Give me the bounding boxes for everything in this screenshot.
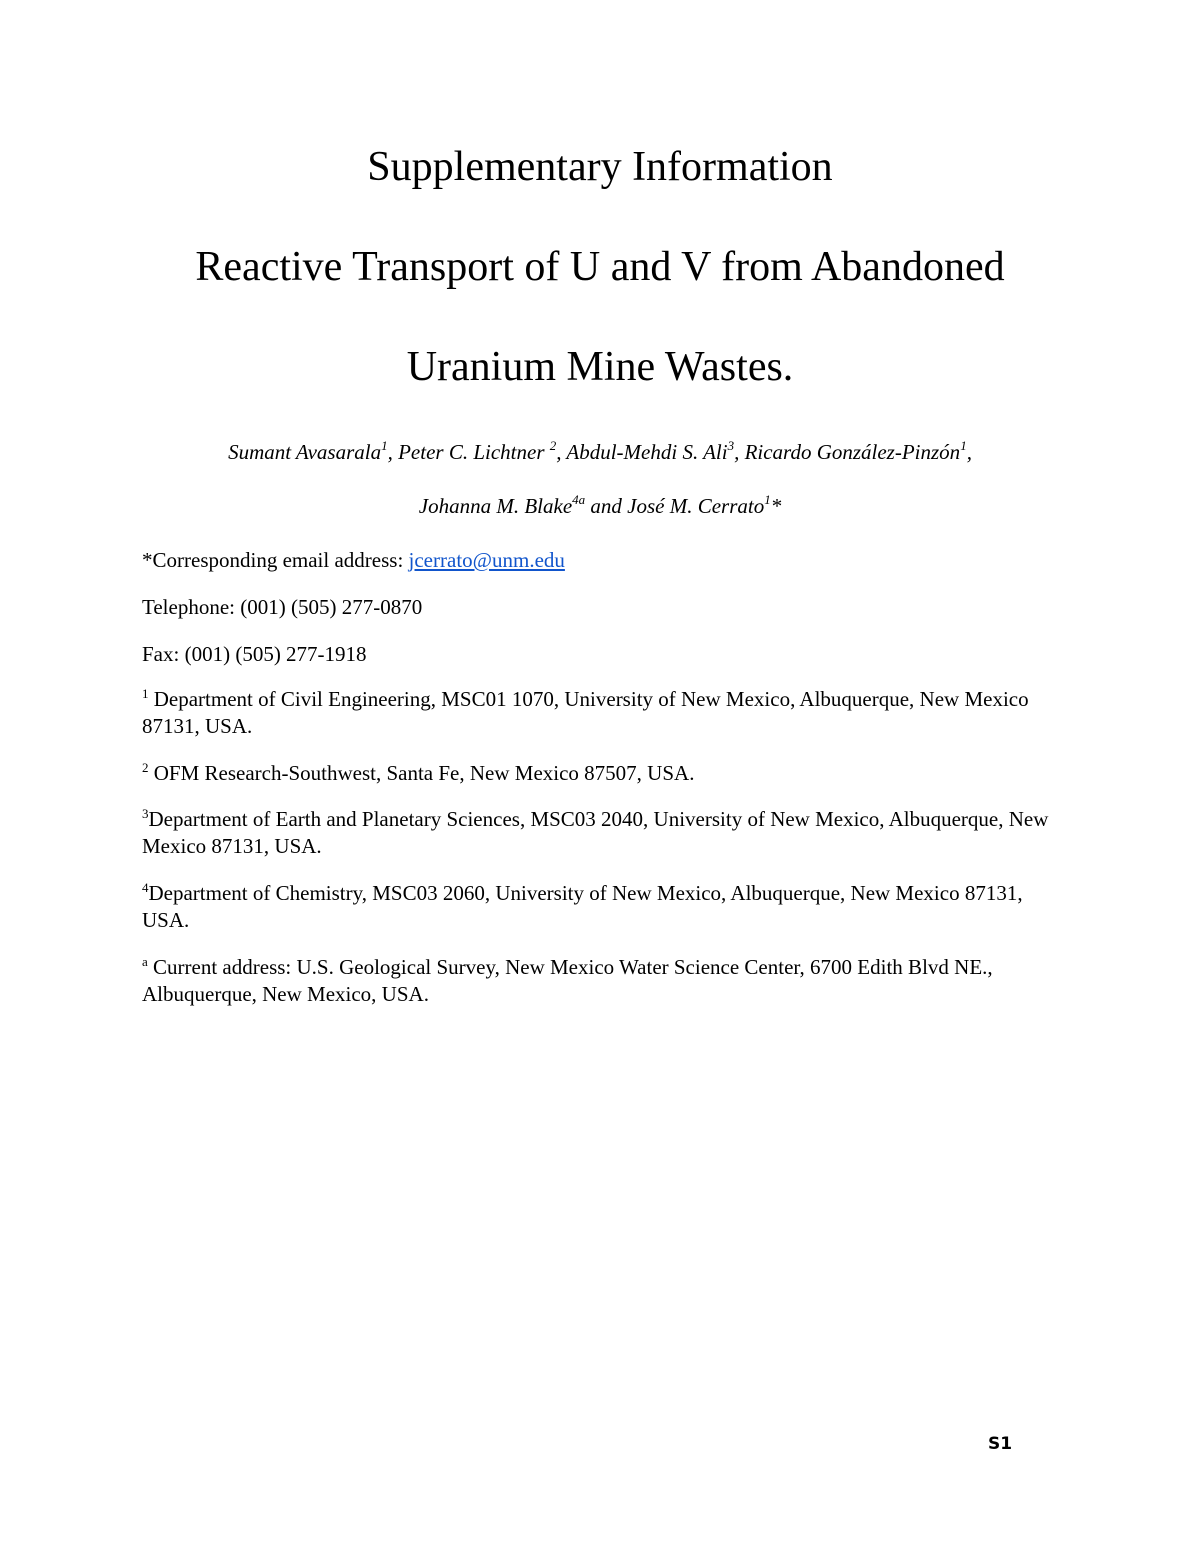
email-link[interactable]: jcerrato@unm.edu — [408, 548, 565, 572]
title-line-1: Supplementary Information — [367, 144, 833, 190]
telephone-line: Telephone: (001) (505) 277-0870 — [142, 595, 423, 619]
title-line-3: Uranium Mine Wastes. — [406, 344, 794, 390]
email-label: *Corresponding email address: — [142, 548, 409, 572]
author-affiliation-mark: 3 — [727, 438, 735, 453]
author-name: Ricardo González-Pinzón — [744, 440, 961, 464]
author-affiliation-mark: 1 — [381, 438, 388, 453]
author-name: Peter C. Lichtner — [398, 440, 550, 464]
affiliation-mark: 1 — [142, 686, 149, 701]
title-line-2: Reactive Transport of U and V from Abandoned — [195, 244, 1005, 290]
author-affiliation-mark: 4a — [572, 492, 586, 507]
author-affiliation-mark: 1 — [960, 438, 967, 453]
author-separator: , — [966, 440, 972, 464]
affiliation-text: Current address: U.S. Geological Survey, New Mexico Water Science Center, 6700 Edith Blvd NE., Albuquerque, New Mexico, USA. — [142, 955, 993, 1006]
author-separator: , — [387, 440, 399, 464]
affiliation-current-address — [142, 954, 1072, 1008]
affiliation-mark: 4 — [142, 880, 149, 895]
author-separator: and — [585, 494, 628, 518]
author-separator: , — [556, 440, 567, 464]
affiliation-mark: 2 — [142, 760, 149, 775]
page-number: S1 — [988, 1434, 1013, 1454]
affiliation-2 — [142, 760, 1072, 787]
author-affiliation-mark: 2 — [549, 438, 557, 453]
author-separator: , — [734, 440, 745, 464]
affiliation-text: OFM Research-Southwest, Santa Fe, New Mexico 87507, USA. — [148, 761, 695, 785]
affiliation-mark: a — [142, 954, 148, 969]
affiliation-text: Department of Earth and Planetary Sciences, MSC03 2040, University of New Mexico, Albuquerque, New Mexico 87131, USA. — [142, 807, 1049, 858]
author-list-line-1 — [0, 438, 1200, 466]
affiliation-mark: 3 — [142, 806, 149, 821]
author-affiliation-mark: 1 — [764, 492, 771, 507]
author-name: Johanna M. Blake — [418, 494, 573, 518]
author-name: José M. Cerrato — [627, 494, 765, 518]
affiliation-3 — [142, 806, 1072, 860]
author-name: Sumant Avasarala — [228, 440, 382, 464]
fax-line: Fax: (001) (505) 277-1918 — [142, 642, 367, 666]
affiliation-1 — [142, 686, 1072, 740]
corresponding-author-mark: * — [770, 494, 782, 518]
affiliation-text: Department of Chemistry, MSC03 2060, University of New Mexico, Albuquerque, New Mexico 87131, USA. — [142, 881, 1023, 932]
affiliation-text: Department of Civil Engineering, MSC01 1070, University of New Mexico, Albuquerque, New Mexico 87131, USA. — [142, 687, 1029, 738]
affiliation-4 — [142, 880, 1072, 934]
author-list-line-2 — [0, 492, 1200, 520]
corresponding-email-line — [142, 547, 1072, 574]
author-name: Abdul-Mehdi S. Ali — [566, 440, 728, 464]
